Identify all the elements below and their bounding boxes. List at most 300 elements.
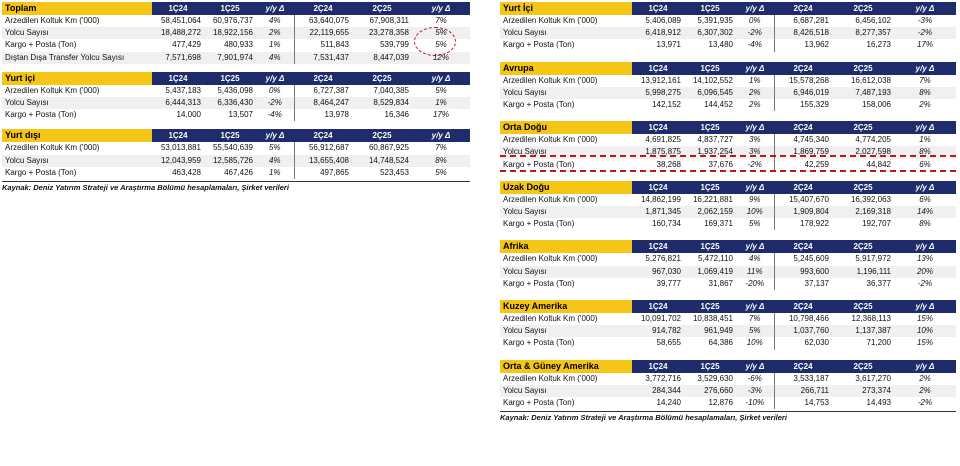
table-cell: 6,687,281 (774, 15, 832, 27)
column-header: y/y Δ (736, 300, 774, 313)
table-cell: 1,937,254 (684, 146, 736, 158)
column-header: 2Ç25 (832, 2, 894, 15)
column-header: 2Ç25 (352, 2, 412, 15)
row-label: Kargo + Posta (Ton) (503, 338, 575, 348)
row-label: Yolcu Sayısı (500, 87, 632, 99)
table-row (2, 15, 470, 27)
table-cell: 1% (268, 40, 281, 50)
table-cell: 5,472,110 (698, 254, 733, 264)
table-row (500, 206, 956, 218)
table-cell: 67,908,311 (369, 16, 409, 25)
table-cell: 284,344 (632, 385, 684, 397)
table-cell: -3% (736, 385, 774, 397)
table-row (500, 218, 956, 230)
row-label: Arzedilen Koltuk Km ('000) (503, 373, 598, 383)
column-header: y/y Δ (736, 360, 774, 373)
row-label: Kargo + Posta (Ton) (503, 159, 575, 169)
table-header-row (500, 181, 956, 194)
column-header: 1Ç25 (684, 62, 736, 75)
column-header: 2Ç24 (774, 240, 832, 253)
table-cell: 5,391,935 (697, 16, 733, 25)
table-row (2, 52, 470, 64)
row-label: Dıştan Dışa Transfer Yolcu Sayısı (2, 52, 152, 64)
table-cell: 5% (435, 167, 447, 177)
table-cell: 5,436,098 (217, 85, 253, 95)
table-cell: 2% (748, 100, 761, 110)
table-cell: 8,426,518 (774, 27, 832, 39)
table-cell: 511,843 (294, 39, 352, 51)
source-note-right: Kaynak: Deniz Yatırım Strateji ve Araştırma Bölümü hesaplamaları, Şirket verileri (500, 411, 956, 422)
column-header: y/y Δ (736, 121, 774, 134)
table-cell: 477,429 (172, 40, 201, 50)
table-cell: 14,748,524 (352, 155, 412, 167)
table-cell: 16,273 (866, 40, 891, 50)
table-cell: 967,030 (632, 266, 684, 278)
row-label: Yolcu Sayısı (500, 266, 632, 278)
table-cell: 5% (435, 85, 447, 95)
row-label: Kargo + Posta (Ton) (5, 167, 77, 177)
column-header: 2Ç24 (774, 300, 832, 313)
table-row (2, 167, 470, 179)
row-label: Kargo + Posta (Ton) (503, 40, 575, 50)
table-cell: 10% (894, 325, 956, 337)
highlight-dash-bottom (500, 170, 956, 172)
table-cell: 276,660 (684, 385, 736, 397)
table-cell: 4,745,340 (774, 134, 832, 146)
table-row (2, 27, 470, 39)
table-header-row (500, 62, 956, 75)
table-cell: 18,488,272 (152, 27, 204, 39)
table-cell: 1,875,875 (632, 146, 684, 158)
table-header-row (500, 240, 956, 253)
table-cell: 14,102,552 (692, 75, 733, 85)
column-header: y/y Δ (736, 2, 774, 15)
table-cell: 63,640,075 (294, 15, 352, 27)
table-cell: 17% (432, 110, 449, 120)
table-header-row (500, 2, 956, 15)
table-cell: 2,027,598 (832, 146, 894, 158)
table-cell: -2% (917, 278, 933, 288)
table-row (500, 87, 956, 99)
table-cell: 158,006 (862, 100, 891, 110)
table-cell: 7,040,385 (373, 85, 409, 95)
table-cell: 4% (256, 52, 294, 64)
table-cell: 8% (894, 146, 956, 158)
row-label: Kargo + Posta (Ton) (5, 40, 77, 50)
table-cell: 14,000 (176, 110, 201, 120)
table-cell: 16,346 (384, 110, 409, 120)
table-cell: 10,838,451 (692, 314, 733, 324)
table-header-row (500, 360, 956, 373)
table-cell: 38,268 (656, 159, 681, 169)
right-panel (500, 2, 956, 422)
table-cell: 42,259 (774, 159, 832, 171)
table-cell: 8,447,039 (352, 52, 412, 64)
row-label: Arzedilen Koltuk Km ('000) (5, 85, 100, 95)
table-cell: 6,946,019 (774, 87, 832, 99)
column-header: y/y Δ (256, 2, 294, 15)
table-cell: 6,418,912 (632, 27, 684, 39)
column-header: y/y Δ (412, 129, 470, 142)
table-cell: 6,444,313 (152, 97, 204, 109)
table-cell: -4% (267, 110, 282, 120)
table-cell: 10,798,466 (774, 313, 832, 325)
row-label: Yolcu Sayısı (500, 206, 632, 218)
table-cell: 6% (919, 159, 931, 169)
table-cell: 266,711 (774, 385, 832, 397)
table-cell: 58,655 (656, 338, 681, 348)
column-header: 2Ç24 (774, 62, 832, 75)
table-cell: 9% (748, 194, 761, 204)
table-cell: 3% (736, 146, 774, 158)
table-cell: 14,753 (774, 397, 832, 409)
row-label: Arzedilen Koltuk Km ('000) (503, 254, 598, 264)
table-header-row (500, 121, 956, 134)
column-header: 1Ç24 (152, 2, 204, 15)
table-cell: -4% (747, 40, 762, 50)
table-cell: 16,392,063 (850, 194, 891, 204)
table-cell: 142,152 (652, 100, 681, 110)
table-cell: 467,426 (224, 167, 253, 177)
column-header: y/y Δ (256, 72, 294, 85)
table-cell: 5,917,972 (855, 254, 891, 264)
table-cell: 2% (919, 373, 931, 383)
column-header: 2Ç25 (832, 360, 894, 373)
table-cell: 23,278,358 (352, 27, 412, 39)
table-yurt-içi (2, 72, 470, 122)
table-cell: 5,437,183 (165, 85, 201, 95)
table-cell: 7,571,698 (152, 52, 204, 64)
table-cell: 7% (919, 75, 931, 85)
table-header-row (500, 300, 956, 313)
table-orta-güney-amerika (500, 360, 956, 410)
table-cell: 14,493 (866, 398, 891, 408)
table-cell: 14% (894, 206, 956, 218)
table-cell: 5% (748, 219, 761, 229)
table-cell: 15% (916, 314, 933, 324)
table-cell: 1% (268, 167, 281, 177)
table-cell: 5% (268, 143, 281, 153)
table-cell: 3,617,270 (855, 373, 891, 383)
table-row (500, 75, 956, 87)
table-yurt-i-çi (500, 2, 956, 52)
table-cell: 4% (256, 155, 294, 167)
table-cell: 12,043,959 (152, 155, 204, 167)
table-cell: 5,245,609 (774, 253, 832, 265)
table-row (500, 397, 956, 409)
table-orta-doğu (500, 121, 956, 171)
row-label: Arzedilen Koltuk Km ('000) (503, 194, 598, 204)
table-row (500, 99, 956, 111)
table-cell: 18,922,156 (204, 27, 256, 39)
row-label: Kargo + Posta (Ton) (503, 219, 575, 229)
table-cell: 1,037,760 (774, 325, 832, 337)
column-header: 1Ç24 (632, 181, 684, 194)
table-cell: 13% (916, 254, 933, 264)
table-cell: 2,062,159 (684, 206, 736, 218)
table-cell: -2% (917, 398, 933, 408)
column-header: 1Ç24 (632, 360, 684, 373)
table-cell: 8,464,247 (294, 97, 352, 109)
table-cell: 13,655,408 (294, 155, 352, 167)
section-title: Yurt İçi (500, 2, 632, 15)
table-cell: 1,196,111 (832, 266, 894, 278)
row-label: Yolcu Sayısı (500, 146, 632, 158)
table-cell: -20% (745, 278, 765, 288)
table-cell: 523,453 (380, 167, 409, 177)
row-label: Arzedilen Koltuk Km ('000) (503, 75, 598, 85)
row-label: Yolcu Sayısı (500, 27, 632, 39)
table-cell: 58,451,064 (160, 16, 201, 25)
table-header-row (2, 72, 470, 85)
table-cell: 6,727,387 (294, 85, 352, 97)
column-header: 2Ç25 (352, 72, 412, 85)
column-header: y/y Δ (412, 2, 470, 15)
table-row (500, 27, 956, 39)
table-cell: 11% (736, 266, 774, 278)
source-note: Kaynak: Deniz Yatırım Strateji ve Araştırma Bölümü hesaplamaları, Şirket verileri (2, 181, 470, 192)
table-row (2, 109, 470, 121)
section-title: Toplam (2, 2, 152, 15)
column-header: 1Ç24 (152, 129, 204, 142)
table-cell: 56,912,687 (294, 142, 352, 154)
table-cell: 0% (268, 85, 281, 95)
column-header: y/y Δ (256, 129, 294, 142)
table-yurt-dışı (2, 129, 470, 179)
table-cell: 14,862,199 (640, 194, 681, 204)
table-cell: 5% (435, 40, 447, 50)
column-header: 2Ç24 (774, 2, 832, 15)
table-cell: 13,480 (708, 40, 733, 50)
table-cell: 2% (919, 100, 931, 110)
table-cell: 60,976,737 (212, 16, 253, 25)
column-header: y/y Δ (894, 240, 956, 253)
row-label: Arzedilen Koltuk Km ('000) (5, 143, 100, 153)
table-cell: 64,386 (708, 338, 733, 348)
column-header: 1Ç24 (632, 240, 684, 253)
row-label: Kargo + Posta (Ton) (5, 110, 77, 120)
table-cell: 13,971 (656, 40, 681, 50)
table-cell: 169,371 (704, 219, 733, 229)
column-header: 1Ç25 (684, 240, 736, 253)
column-header: 1Ç24 (152, 72, 204, 85)
column-header: y/y Δ (736, 62, 774, 75)
table-cell: 914,782 (632, 325, 684, 337)
left-panel (2, 2, 470, 192)
table-cell: 2% (736, 87, 774, 99)
table-cell: 14,240 (656, 398, 681, 408)
table-cell: 5% (412, 27, 470, 39)
table-cell: 8% (919, 219, 931, 229)
table-row (2, 39, 470, 51)
table-cell: 13,912,161 (640, 75, 681, 85)
table-cell: 8,277,357 (832, 27, 894, 39)
table-cell: 62,030 (774, 337, 832, 349)
table-row (500, 325, 956, 337)
column-header: 2Ç25 (832, 62, 894, 75)
row-label: Arzedilen Koltuk Km ('000) (5, 16, 100, 25)
table-cell: 7% (435, 143, 447, 153)
row-label: Arzedilen Koltuk Km ('000) (503, 314, 598, 324)
table-cell: 3,529,630 (697, 373, 733, 383)
table-cell: 39,777 (656, 278, 681, 288)
column-header: 1Ç25 (684, 2, 736, 15)
column-header: 1Ç24 (632, 2, 684, 15)
column-header: 1Ç25 (684, 300, 736, 313)
table-cell: 12% (412, 52, 470, 64)
table-cell: 1,869,759 (774, 146, 832, 158)
table-cell: 2% (894, 385, 956, 397)
table-cell: 1,909,804 (774, 206, 832, 218)
table-cell: 273,374 (832, 385, 894, 397)
table-cell: 497,865 (294, 167, 352, 179)
table-afrika (500, 240, 956, 290)
table-cell: 13,507 (228, 110, 253, 120)
table-cell: 10,091,702 (640, 314, 681, 324)
table-cell: 6,456,102 (855, 16, 891, 25)
table-toplam (2, 2, 470, 64)
column-header: 2Ç24 (774, 181, 832, 194)
table-uzak-doğu (500, 181, 956, 231)
row-label: Yolcu Sayısı (2, 155, 152, 167)
table-cell: 15,578,268 (774, 75, 832, 87)
table-cell: 16,612,038 (850, 75, 891, 85)
table-cell: 4,774,205 (855, 135, 891, 145)
column-header: 2Ç25 (352, 129, 412, 142)
column-header: 2Ç25 (832, 121, 894, 134)
table-cell: 3,772,716 (645, 373, 681, 383)
table-row (2, 97, 470, 109)
table-cell: 7,901,974 (204, 52, 256, 64)
table-row (2, 155, 470, 167)
table-cell: -6% (747, 373, 762, 383)
table-cell: 44,842 (866, 159, 891, 169)
table-cell: 1% (748, 75, 761, 85)
table-cell: 31,867 (708, 278, 733, 288)
column-header: y/y Δ (894, 121, 956, 134)
table-cell: 55,540,639 (212, 143, 253, 153)
section-title: Afrika (500, 240, 632, 253)
column-header: y/y Δ (894, 181, 956, 194)
table-cell: 3% (748, 135, 761, 145)
column-header: 1Ç24 (632, 62, 684, 75)
column-header: y/y Δ (736, 181, 774, 194)
table-row (500, 385, 956, 397)
table-header-row (2, 129, 470, 142)
table-cell: 10% (746, 338, 763, 348)
column-header: y/y Δ (412, 72, 470, 85)
table-cell: 12,585,726 (204, 155, 256, 167)
table-cell: 8% (894, 87, 956, 99)
table-cell: 60,867,925 (368, 143, 409, 153)
table-cell: 15,407,670 (774, 194, 832, 206)
table-cell: 13,962 (774, 39, 832, 51)
table-avrupa (500, 62, 956, 112)
table-cell: 480,933 (224, 40, 253, 50)
table-cell: -2% (256, 97, 294, 109)
column-header: 1Ç25 (684, 181, 736, 194)
table-cell: 12,876 (708, 398, 733, 408)
table-cell: 1% (919, 135, 931, 145)
row-label: Yolcu Sayısı (2, 27, 152, 39)
table-cell: 37,676 (708, 159, 733, 169)
table-cell: 961,949 (684, 325, 736, 337)
column-header: 1Ç24 (632, 300, 684, 313)
table-cell: -10% (745, 398, 765, 408)
column-header: y/y Δ (894, 300, 956, 313)
table-cell: 1,871,345 (632, 206, 684, 218)
table-row (500, 278, 956, 290)
table-row (2, 142, 470, 154)
column-header: 1Ç25 (204, 129, 256, 142)
table-row (500, 266, 956, 278)
highlight-dash-top (500, 155, 956, 157)
table-cell: 4% (748, 254, 761, 264)
section-title: Yurt dışı (2, 129, 152, 142)
table-cell: 10% (736, 206, 774, 218)
table-cell: 53,013,881 (160, 143, 201, 153)
table-cell: 5% (736, 325, 774, 337)
table-cell: 463,428 (172, 167, 201, 177)
table-cell: 144,452 (704, 100, 733, 110)
column-header: 2Ç24 (774, 121, 832, 134)
table-cell: 7,531,437 (294, 52, 352, 64)
table-cell: 6,096,545 (684, 87, 736, 99)
table-row (500, 194, 956, 206)
column-header: 2Ç24 (294, 2, 352, 15)
section-title: Orta & Güney Amerika (500, 360, 632, 373)
column-header: 2Ç25 (832, 240, 894, 253)
table-cell: 993,600 (774, 266, 832, 278)
table-cell: 16,221,881 (692, 194, 733, 204)
table-cell: 15% (916, 338, 933, 348)
table-cell: 7,487,193 (832, 87, 894, 99)
column-header: 1Ç25 (204, 72, 256, 85)
table-cell: 4,691,825 (645, 135, 681, 145)
table-cell: -2% (736, 27, 774, 39)
table-row (500, 159, 956, 171)
table-cell: 192,707 (862, 219, 891, 229)
table-cell: 1,137,387 (832, 325, 894, 337)
column-header: 2Ç24 (294, 129, 352, 142)
table-row (500, 313, 956, 325)
row-label: Yolcu Sayısı (500, 325, 632, 337)
row-label: Yolcu Sayısı (500, 385, 632, 397)
table-cell: 6% (919, 194, 931, 204)
table-cell: 6,336,430 (204, 97, 256, 109)
table-cell: 0% (748, 16, 761, 25)
column-header: 1Ç24 (632, 121, 684, 134)
table-cell: 7% (748, 314, 761, 324)
table-cell: -3% (917, 16, 933, 25)
table-cell: 36,377 (866, 278, 891, 288)
row-label: Arzedilen Koltuk Km ('000) (503, 135, 598, 145)
table-cell: 155,329 (774, 99, 832, 111)
table-cell: 3,533,187 (774, 373, 832, 385)
column-header: 2Ç24 (774, 360, 832, 373)
table-cell: 5,998,275 (632, 87, 684, 99)
table-cell: 5,276,821 (645, 254, 681, 264)
table-row (2, 85, 470, 97)
section-title: Yurt içi (2, 72, 152, 85)
table-cell: 1,069,419 (684, 266, 736, 278)
row-label: Kargo + Posta (Ton) (503, 100, 575, 110)
table-cell: 20% (894, 266, 956, 278)
column-header: 2Ç25 (832, 181, 894, 194)
table-cell: 8,529,834 (352, 97, 412, 109)
section-title: Orta Doğu (500, 121, 632, 134)
section-title: Uzak Doğu (500, 181, 632, 194)
